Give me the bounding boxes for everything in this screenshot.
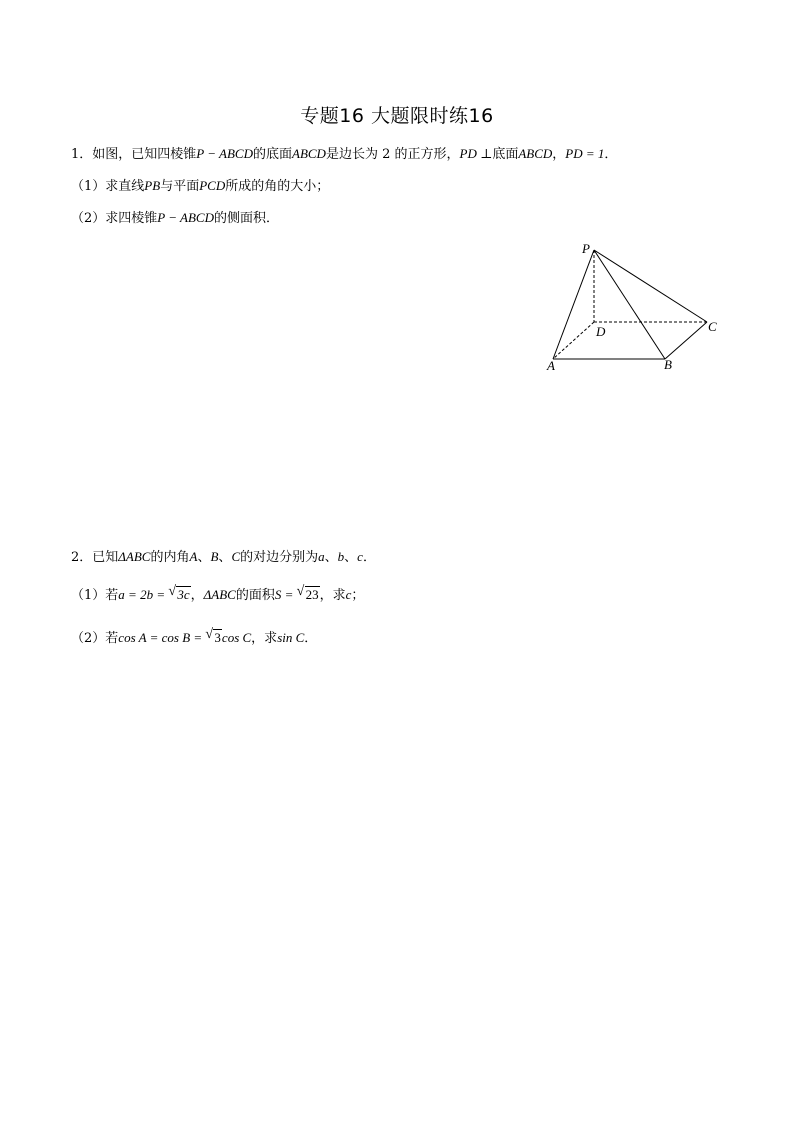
math-side-c: c [357, 549, 363, 564]
math-pcd: PCD [199, 178, 226, 193]
text: 、 [197, 550, 211, 565]
math-equation: a = 2b = [118, 587, 169, 602]
math-pd: PD = 1 [565, 146, 605, 161]
text: 的底面 [252, 147, 292, 162]
math-angle-a: A [189, 549, 198, 564]
text: ． [304, 631, 318, 646]
edge-pb [594, 250, 665, 359]
text: 如图，已知四棱锥 [92, 147, 197, 162]
text: ，求 [251, 631, 278, 646]
sqrt-expression [168, 586, 190, 604]
part-number: （2） [71, 631, 106, 646]
label-c: C [708, 319, 717, 334]
text: ． [604, 147, 618, 162]
sqrt-expression [297, 586, 320, 604]
radical-sign: √ [296, 584, 305, 599]
text: 与平面 [160, 179, 200, 194]
text: ， [190, 588, 204, 603]
text: 的面积 [235, 588, 275, 603]
edge-bc [665, 322, 707, 359]
edge-da-hidden [553, 322, 594, 359]
math-base: ABCD [292, 146, 326, 161]
math-area: S = [274, 587, 297, 602]
math-sin-c: sin C [277, 630, 305, 645]
question-number: 2． [71, 550, 93, 565]
math-side-c: c [345, 587, 352, 602]
text: 是边长为 2 的正方形， [325, 147, 460, 162]
page-title: 专题16 大题限时练16 [300, 105, 494, 127]
label-d: D [596, 324, 606, 339]
label-p: P [582, 241, 590, 256]
question-number: 1． [71, 147, 93, 162]
pyramid-figure [540, 236, 730, 376]
math-side-a: a [318, 549, 325, 564]
math-angle-b: B [210, 549, 219, 564]
question-2-part-2 [71, 629, 317, 648]
math-pyramid: P − ABCD [196, 146, 253, 161]
text: 若 [105, 588, 119, 603]
text: 求四棱锥 [105, 211, 158, 226]
question-2-stem [71, 548, 376, 567]
sqrt-expression [205, 629, 222, 647]
text: ； [351, 588, 365, 603]
radical-sign: √ [205, 627, 214, 642]
question-1-part-2 [71, 209, 279, 228]
question-2-part-1 [71, 586, 364, 605]
part-number: （1） [71, 588, 106, 603]
text: 已知 [92, 550, 119, 565]
radicand: 3c [177, 587, 190, 602]
part-number: （1） [71, 179, 106, 194]
math-equation: cos A = cos B = [118, 630, 206, 645]
text: 的对边分别为 [240, 550, 319, 565]
part-number: （2） [71, 211, 106, 226]
math-perp: PD ⊥ [459, 146, 493, 161]
text: 的内角 [150, 550, 190, 565]
text: 若 [105, 631, 119, 646]
math-pyramid: P − ABCD [157, 210, 214, 225]
question-1-stem [71, 145, 617, 164]
text: 的侧面积． [213, 211, 279, 226]
math-pb: PB [144, 178, 161, 193]
edge-pa [553, 250, 594, 359]
text: ． [362, 550, 376, 565]
text: ，求 [319, 588, 346, 603]
math-cos-c: cos C [221, 630, 252, 645]
text: 、 [324, 550, 338, 565]
radical-sign: √ [168, 584, 177, 599]
text: 、 [344, 550, 358, 565]
radicand: 3 [214, 630, 221, 645]
text: 、 [218, 550, 232, 565]
text: 底面 [492, 147, 519, 162]
text: 求直线 [105, 179, 145, 194]
math-base-2: ABCD [518, 146, 553, 161]
math-triangle: ΔABC [203, 587, 236, 602]
question-1-part-1 [71, 177, 329, 196]
text: ， [552, 147, 566, 162]
math-side-b: b [337, 549, 345, 564]
text: 所成的角的大小； [225, 179, 330, 194]
radicand: 23 [305, 587, 319, 602]
edge-pc [594, 250, 707, 322]
math-angle-c: C [231, 549, 241, 564]
math-triangle: ΔABC [118, 549, 151, 564]
label-a: A [547, 358, 555, 373]
label-b: B [664, 357, 672, 372]
